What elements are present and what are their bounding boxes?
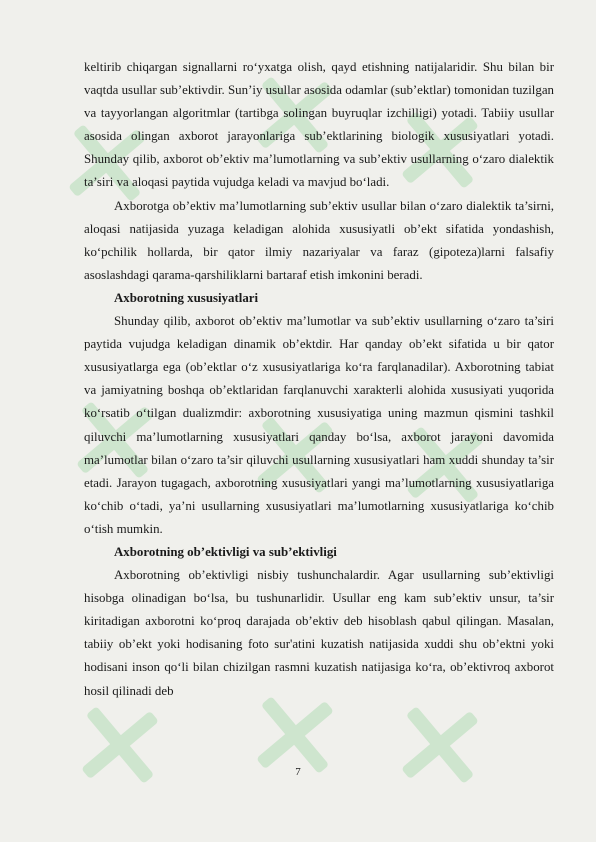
section-heading: Axborotning ob’ektivligi va sub’ektivligi	[114, 544, 337, 559]
document-body	[84, 56, 554, 703]
paragraph: keltirib chiqargan signallarni ro‘yxatga olish, qayd etishning natijalaridir. Shu bilan bir vaqtda usullar sub’ektivdir. Sun’iy usullar asosida odamlar (sub’ektlar) tomonidan tuzilgan va tayyorlangan algoritmlar (tartibga solingan buyruqlar izchilligi) yotadi. Tabiiy usullar asosida olingan axborot jarayonlariga sub’ektlarining biologik xususiyatlari yotadi. Shunday qilib, axborot ob’ektiv ma’lumotlarning va sub’ektiv usullarning o‘zaro dialektik ta’siri va aloqasi paytida vujudga keladi va mavjud bo‘ladi.	[84, 60, 554, 190]
paragraph: Axborotning ob’ektivligi nisbiy tushunchalardir. Agar usullarning sub’ektivligi hisobga olinadigan bo‘lsa, bu tushunarlidir. Usullar eng kam sub’ektiv unsur, ta’sir kiritadigan axborotni ko‘proq darajada ob’ektiv deb hisoblash qabul qilingan. Masalan, tabiiy ob’ekt yoki hodisaning foto sur'atini kuzatish natijasida xuddi shu ob’ektni yoki hodisani inson qo‘li bilan chizilgan rasmni kuzatish natijasiga ko‘ra, ob’ektivroq axborot hosil qilinadi deb	[84, 568, 554, 698]
page-number: 7	[295, 766, 301, 778]
paragraph: Shunday qilib, axborot ob’ektiv ma’lumotlar va sub’ektiv usullarning o‘zaro ta’siri paytida vujudga keladigan dinamik ob’ektdir. Har qanday ob’ekt sifatida u bir qator xususiyatlarga ega (ob’ektlar o‘z xususiyatlariga ko‘ra farqlanadilar). Axborotning tabiat va jamiyatning boshqa ob’ektlaridan farqlanuvchi xarakterli alohida xususiyati yuqorida ko‘rsatib o‘tilgan dualizmdir: axborotning xususiyatiga uning mazmun qismini tashkil qiluvchi ma’lumotlarning xususiyatlari qanday bo‘lsa, axborot jarayoni davomida ma’lumotlar bilan o‘zaro ta’sir qiluvchi usullarning xususiyatlari ham xuddi shunday ta’sir etadi. Jarayon tugagach, axborotning xususiyatlari yangi ma’lumotlarning xususiyatlariga ko‘chib o‘tadi, ya’ni usullarning xususiyatlari ma’lumotlarning xususiyatlariga ko‘chib o‘tish mumkin.	[84, 314, 554, 536]
section-heading: Axborotning xususiyatlari	[114, 290, 259, 305]
paragraph: Axborotga ob’ektiv ma’lumotlarning sub’ektiv usullar bilan o‘zaro dialektik ta’sirni, aloqasi natijasida yuzaga keladigan alohida xususiyatli ob’ekt sifatida yondashish, ko‘pchilik hollarda, bir qator ilmiy nazariyalar va faraz (gipoteza)larni falsafiy asoslashdagi qarama-qarshiliklarni bartaraf etish imkonini beradi.	[84, 198, 554, 282]
